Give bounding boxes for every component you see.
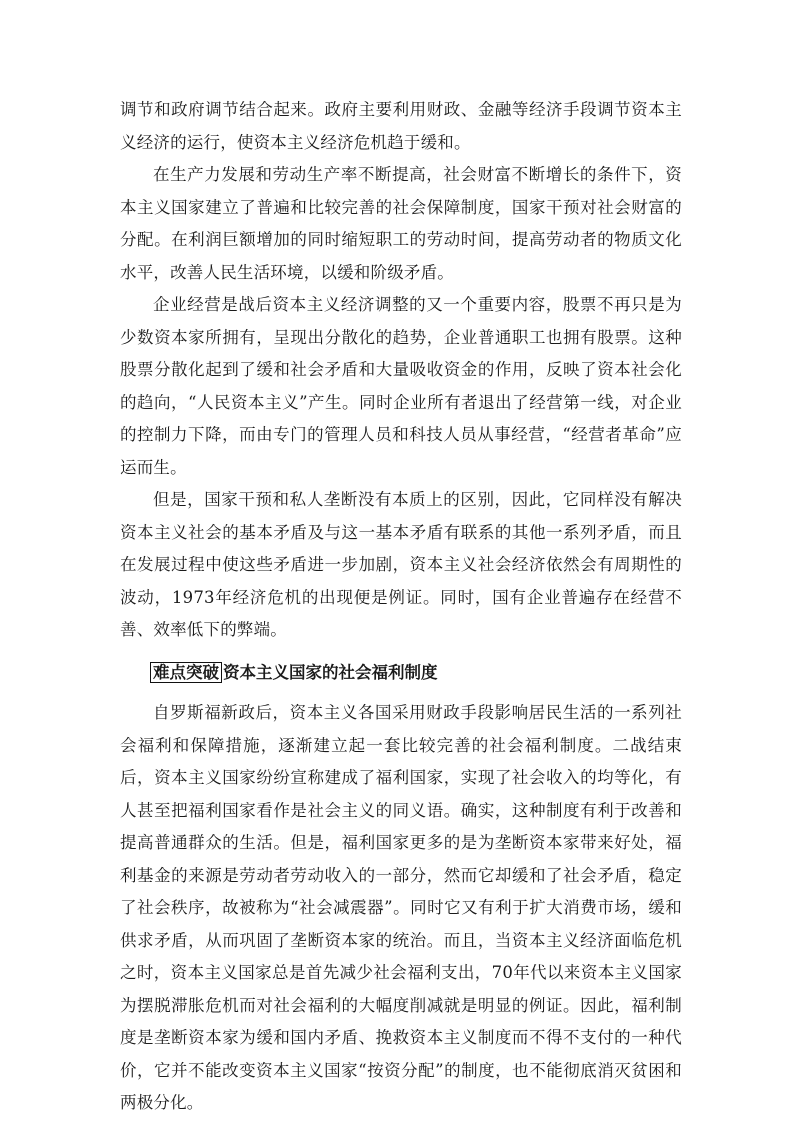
paragraph-intro-continuation: 调节和政府调节结合起来。政府主要利用财政、金融等经济手段调节资本主义经济的运行，使资本主义经济危机趋于缓和。 (120, 100, 682, 152)
paragraph-state-intervention-limits: 但是，国家干预和私人垄断没有本质上的区别，因此，它同样没有解决资本主义社会的基本矛盾及与这一基本矛盾有联系的其他一系列矛盾，而且在发展过程中使这些矛盾进一步加剧，资本主义社会经济依然会有周期性的波动，1973年经济危机的出现便是例证。同时，国有企业普遍存在经营不善、效率低下的弊端。 (120, 490, 682, 639)
paragraph-welfare-system: 自罗斯福新政后，资本主义各国采用财政手段影响居民生活的一系列社会福利和保障措施，逐渐建立起一套比较完善的社会福利制度。二战结束后，资本主义国家纷纷宣称建成了福利国家，实现了社会收入的均等化，有人甚至把福利国家看作是社会主义的同义语。确实，这种制度有利于改善和提高普通群众的生活。但是，福利国家更多的是为垄断资本家带来好处，福利基金的来源是劳动者劳动收入的一部分，然而它却缓和了社会矛盾，稳定了社会秩序，故被称为“社会减震器”。同时它又有利于扩大消费市场，缓和供求矛盾，从而巩固了垄断资本家的统治。而且，当资本主义经济面临危机之时，资本主义国家总是首先减少社会福利支出，70年代以来资本主义国家为摆脱滞胀危机而对社会福利的大幅度削减就是明显的例证。因此，福利制度是垄断资本家为缓和国内矛盾、挽救资本主义制度而不得不支付的一种代价，它并不能改变资本主义国家“按资分配”的制度，也不能彻底消灭贫困和两极分化。 (120, 703, 682, 1112)
paragraph-social-security: 在生产力发展和劳动生产率不断提高，社会财富不断增长的条件下，资本主义国家建立了普遍和比较完善的社会保障制度，国家干预对社会财富的分配。在利润巨额增加的同时缩短职工的劳动时间，提高劳动者的物质文化水平，改善人民生活环境，以缓和阶级矛盾。 (120, 165, 682, 282)
section-heading (120, 657, 682, 690)
section-tag: 难点突破 (150, 662, 222, 683)
paragraph-enterprise-management: 企业经营是战后资本主义经济调整的又一个重要内容，股票不再只是为少数资本家所拥有，呈现出分散化的趋势，企业普通职工也拥有股票。这种股票分散化起到了缓和社会矛盾和大量吸收资金的作用，反映了资本社会化的趋向，“人民资本主义”产生。同时企业所有者退出了经营第一线，对企业的控制力下降，而由专门的管理人员和科技人员从事经营，“经营者革命”应运而生。 (120, 295, 682, 477)
section-title: 资本主义国家的社会福利制度 (223, 662, 438, 682)
document-page (120, 94, 682, 1120)
